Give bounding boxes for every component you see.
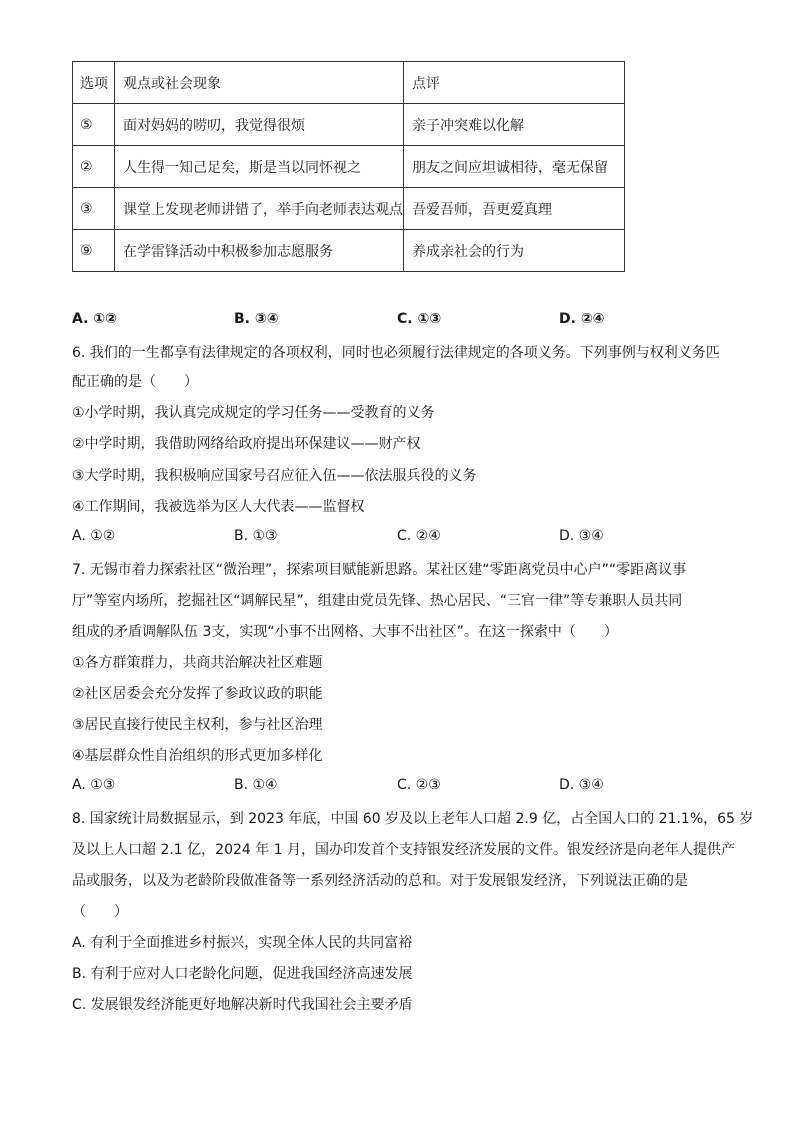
header-cell: 选项 <box>73 62 115 104</box>
q8-option-a[interactable]: A. 有利于全面推进乡村振兴，实现全体人民的共同富裕 <box>72 935 413 951</box>
q5-option-a[interactable]: A. ①② <box>72 311 117 327</box>
q6-options <box>72 528 672 548</box>
q7-option-d[interactable]: D. ③④ <box>559 777 604 793</box>
q7-item: ④基层群众性自治组织的形式更加多样化 <box>72 748 323 764</box>
q5-option-b[interactable]: B. ③④ <box>234 311 279 327</box>
q8-stem-line: 品或服务，以及为老龄阶段做准备等一系列经济活动的总和。对于发展银发经济，下列说法正确的是 <box>72 873 688 889</box>
q6-option-a[interactable]: A. ①② <box>72 528 116 544</box>
q8-option-b[interactable]: B. 有利于应对人口老龄化问题，促进我国经济高速发展 <box>72 966 413 982</box>
header-cell: 点评 <box>404 62 625 104</box>
table-cell: 养成亲社会的行为 <box>404 230 625 272</box>
viewpoint-table <box>72 61 625 272</box>
table-row <box>73 146 625 188</box>
q6-option-c[interactable]: C. ②④ <box>397 528 441 544</box>
q6-stem-line: 配正确的是（ ） <box>72 374 198 390</box>
table-cell: 吾爱吾师，吾更爱真理 <box>404 188 625 230</box>
q5-options <box>72 311 672 331</box>
table-cell: ② <box>73 146 115 188</box>
q6-stem-line: 6. 我们的一生都享有法律规定的各项权利，同时也必须履行法律规定的各项义务。下列事例与权利义务匹 <box>72 345 720 361</box>
table-row <box>73 230 625 272</box>
q7-option-b[interactable]: B. ①④ <box>234 777 278 793</box>
q6-item: ④工作期间，我被选举为区人大代表——监督权 <box>72 499 365 515</box>
q6-option-b[interactable]: B. ①③ <box>234 528 278 544</box>
q5-option-c[interactable]: C. ①③ <box>397 311 442 327</box>
q7-item: ②社区居委会充分发挥了参政议政的职能 <box>72 686 323 702</box>
q8-stem-line: （ ） <box>72 904 128 920</box>
q8-stem-line: 及以上人口超 2.1 亿，2024 年 1 月，国办印发首个支持银发经济发展的文件。银发经济是向老年人提供产 <box>72 842 736 858</box>
header-cell: 观点或社会现象 <box>115 62 404 104</box>
table-cell: 课堂上发现老师讲错了，举手向老师表达观点 <box>115 188 404 230</box>
table-cell: ⑤ <box>73 104 115 146</box>
q6-item: ②中学时期，我借助网络给政府提出环保建议——财产权 <box>72 436 421 452</box>
q8-stem-line: 8. 国家统计局数据显示，到 2023 年底，中国 60 岁及以上老年人口超 2.9 亿，占全国人口的 21.1%，65 岁 <box>72 811 754 827</box>
q5-option-d[interactable]: D. ②④ <box>559 311 605 327</box>
q7-stem-line: 厅”等室内场所，挖掘社区“调解民星”，组建由党员先锋、热心居民、“三官一律”等专兼职人员共同 <box>72 593 683 609</box>
table-cell: 人生得一知己足矣，斯是当以同怀视之 <box>115 146 404 188</box>
table-cell: ⑨ <box>73 230 115 272</box>
q6-item: ①小学时期，我认真完成规定的学习任务——受教育的义务 <box>72 405 435 421</box>
q7-options <box>72 777 672 797</box>
q7-stem-line: 7. 无锡市着力探索社区“微治理”，探索项目赋能新思路。某社区建“零距离党员中心户”“零距离议事 <box>72 562 687 578</box>
table-cell: 朋友之间应坦诚相待，毫无保留 <box>404 146 625 188</box>
q7-item: ③居民直接行使民主权利，参与社区治理 <box>72 717 323 733</box>
table-row <box>73 188 625 230</box>
q7-item: ①各方群策群力，共商共治解决社区难题 <box>72 655 323 671</box>
q7-stem-line: 组成的矛盾调解队伍 3支，实现“小事不出网格、大事不出社区”。在这一探索中（ ） <box>72 624 618 640</box>
table-cell: 在学雷锋活动中积极参加志愿服务 <box>115 230 404 272</box>
q7-option-a[interactable]: A. ①③ <box>72 777 116 793</box>
table-cell: ③ <box>73 188 115 230</box>
table-cell: 亲子冲突难以化解 <box>404 104 625 146</box>
table-row <box>73 104 625 146</box>
q6-item: ③大学时期，我积极响应国家号召应征入伍——依法服兵役的义务 <box>72 468 477 484</box>
table-header-row <box>73 62 625 104</box>
table-cell: 面对妈妈的唠叨，我觉得很烦 <box>115 104 404 146</box>
q7-option-c[interactable]: C. ②③ <box>397 777 441 793</box>
q8-option-c[interactable]: C. 发展银发经济能更好地解决新时代我国社会主要矛盾 <box>72 997 413 1013</box>
q6-option-d[interactable]: D. ③④ <box>559 528 604 544</box>
